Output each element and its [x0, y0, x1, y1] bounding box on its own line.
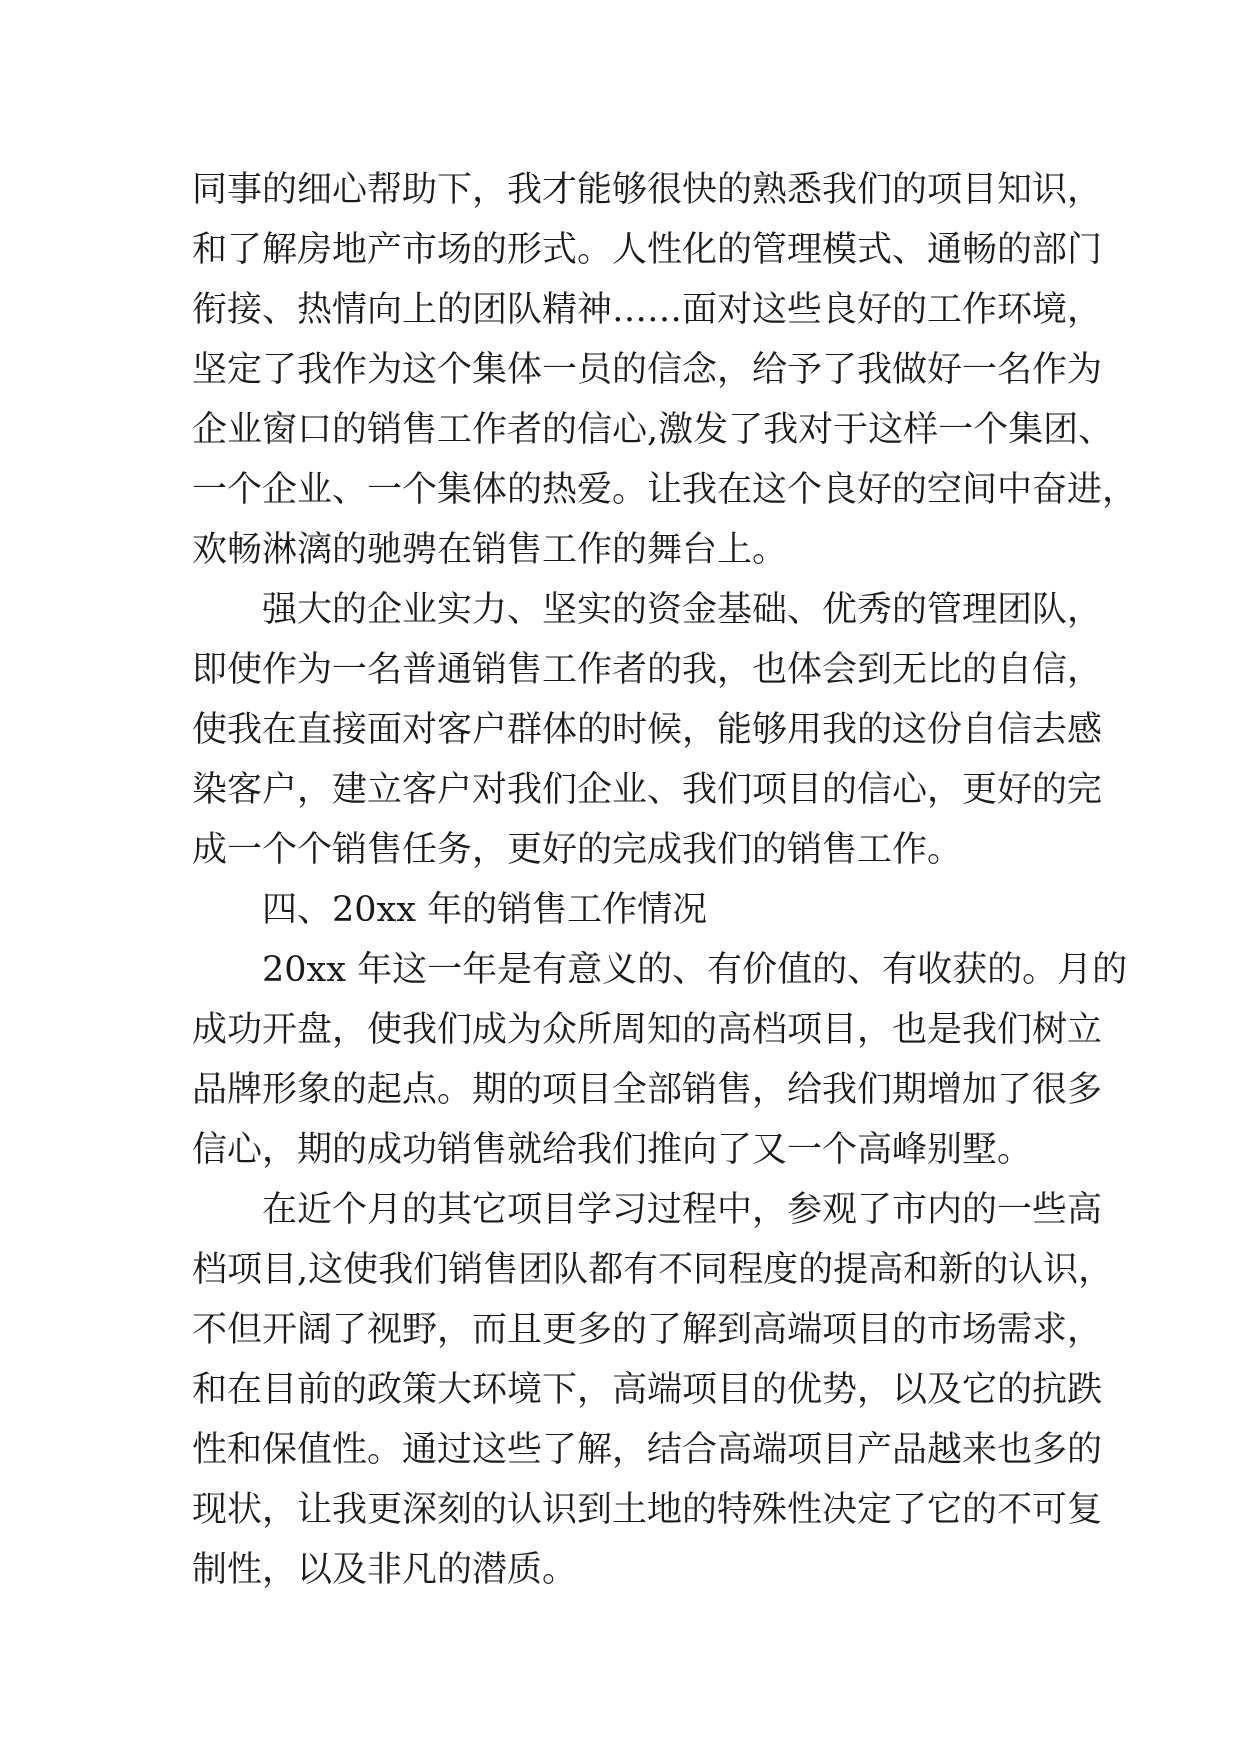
text-line: 现状，让我更深刻的认识到土地的特殊性决定了它的不可复: [192, 1490, 1103, 1530]
text-line: 档项目,这使我们销售团队都有不同程度的提高和新的认识，: [192, 1250, 1114, 1290]
text-line: 20xx 年这一年是有意义的、有价值的、有收获的。月的: [262, 950, 1128, 990]
paragraph-4: [192, 1180, 1114, 1600]
text-line: 同事的细心帮助下，我才能够很快的熟悉我们的项目知识，: [192, 170, 1103, 210]
text-line: 制性，以及非凡的潜质。: [192, 1550, 578, 1590]
paragraph-2: [192, 580, 1103, 880]
text-line: 一个企业、一个集体的热爱。让我在这个良好的空间中奋进，: [192, 470, 1138, 510]
paragraph-3: [192, 940, 1128, 1180]
text-line: 性和保值性。通过这些了解，结合高端项目产品越来也多的: [192, 1430, 1103, 1470]
text-line: 和在目前的政策大环境下，高端项目的优势，以及它的抗跌: [192, 1370, 1103, 1410]
text-line: 品牌形象的起点。期的项目全部销售，给我们期增加了很多: [192, 1070, 1103, 1110]
text-line: 衔接、热情向上的团队精神……面对这些良好的工作环境，: [192, 290, 1103, 330]
text-line: 不但开阔了视野，而且更多的了解到高端项目的市场需求，: [192, 1310, 1103, 1350]
text-line: 企业窗口的销售工作者的信心,激发了我对于这样一个集团、: [192, 410, 1114, 450]
document-body: [192, 160, 1138, 1600]
text-line: 染客户，建立客户对我们企业、我们项目的信心，更好的完: [192, 770, 1103, 810]
text-line: 欢畅淋漓的驰骋在销售工作的舞台上。: [192, 530, 788, 570]
paragraph-1: [192, 160, 1138, 580]
text-line: 和了解房地产市场的形式。人性化的管理模式、通畅的部门: [192, 230, 1103, 270]
text-line: 强大的企业实力、坚实的资金基础、优秀的管理团队，: [262, 590, 1103, 630]
text-line: 成一个个销售任务，更好的完成我们的销售工作。: [192, 830, 963, 870]
text-line: 在近个月的其它项目学习过程中，参观了市内的一些高: [262, 1190, 1103, 1230]
section-heading: [192, 880, 1072, 940]
text-line: 信心，期的成功销售就给我们推向了又一个高峰别墅。: [192, 1130, 1033, 1170]
text-line: 成功开盘，使我们成为众所周知的高档项目，也是我们树立: [192, 1010, 1103, 1050]
text-line: 使我在直接面对客户群体的时候，能够用我的这份自信去感: [192, 710, 1103, 750]
text-line: 坚定了我作为这个集体一员的信念，给予了我做好一名作为: [192, 350, 1103, 390]
heading-line: 四、20xx 年的销售工作情况: [262, 890, 708, 930]
text-line: 即使作为一名普通销售工作者的我，也体会到无比的自信，: [192, 650, 1103, 690]
